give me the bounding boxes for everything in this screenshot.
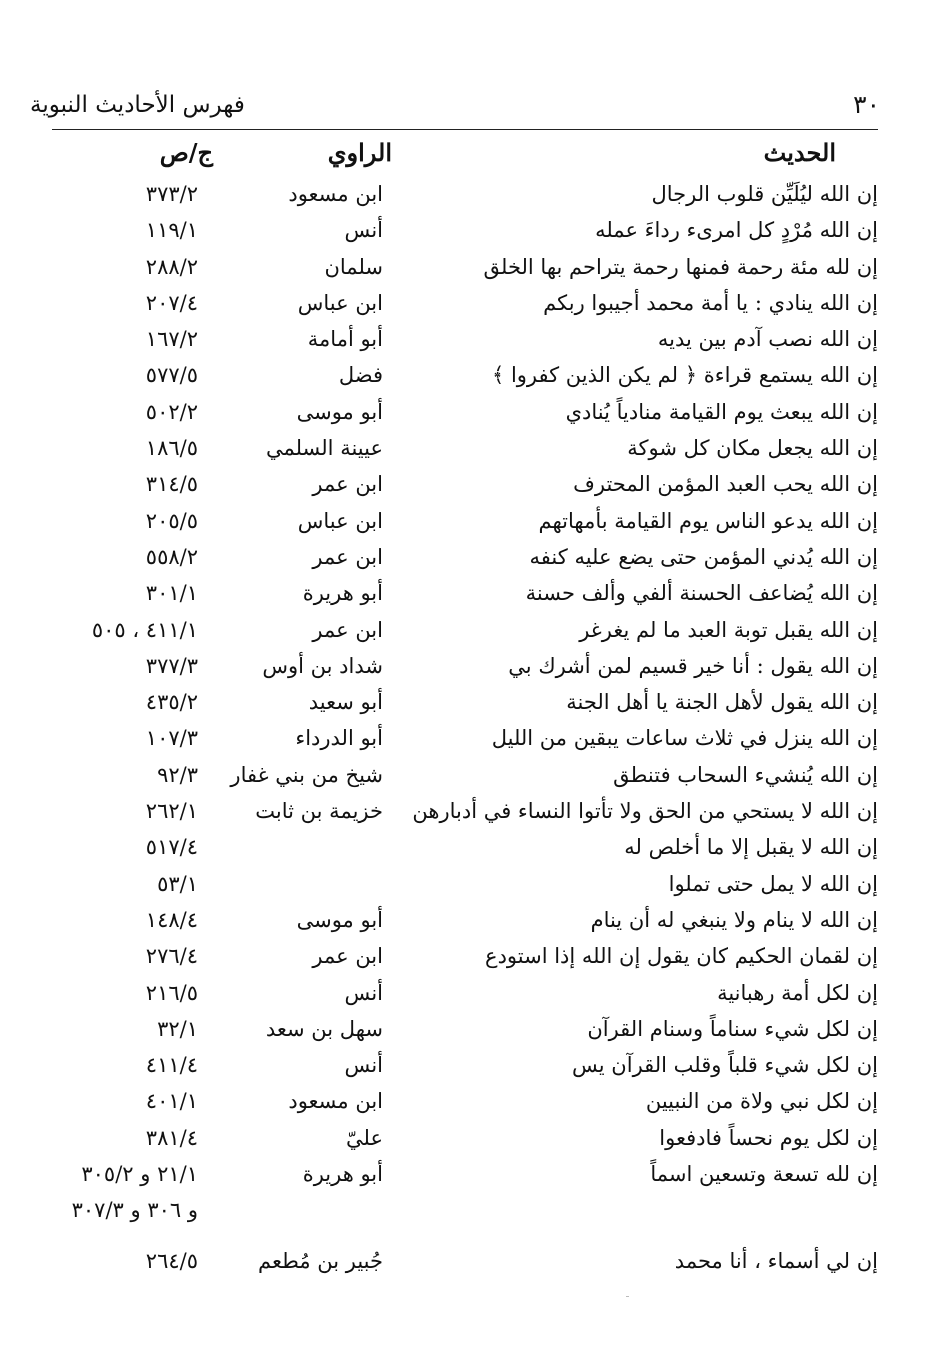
volume-page-ref: ٥٠٢/٢ [145, 399, 198, 424]
narrator: أنس [344, 1053, 383, 1078]
hadith-text: إن الله يبعث يوم القيامة منادياً يُنادي [565, 399, 878, 424]
table-row [0, 720, 946, 756]
table-row [0, 539, 946, 575]
hadith-text: إن الله ليُلَيِّن قلوب الرجال [651, 182, 878, 206]
hadith-text: إن الله ينادي : يا أمة محمد أجيبوا ربكم [543, 290, 878, 315]
hadith-text: إن الله يدعو الناس يوم القيامة بأمهاتهم [538, 508, 878, 533]
narrator: خزيمة بن ثابت [255, 799, 383, 824]
table-row [0, 357, 946, 393]
table-row [0, 394, 946, 430]
narrator: شيخ من بني غفار [230, 762, 383, 787]
hadith-text: إن لي أسماء ، أنا محمد [674, 1248, 878, 1273]
hadith-text: إن الله ينزل في ثلاث ساعات يبقين من الليل [491, 726, 878, 751]
volume-page-ref: ٥١٧/٤ [145, 835, 198, 860]
hadith-text: إن الله يُضاعف الحسنة ألفي وألف حسنة [525, 581, 878, 606]
narrator: ابن عباس [297, 290, 383, 315]
table-row [0, 757, 946, 793]
volume-page-ref: ١٨٦/٥ [145, 436, 198, 461]
table-row [0, 249, 946, 285]
table-row [0, 1120, 946, 1156]
table-row [0, 1011, 946, 1047]
hadith-text: إن لقمان الحكيم كان يقول إن الله إذا استودع [485, 944, 878, 969]
hadith-text: إن الله لا يقبل إلا ما أخلص له [624, 835, 878, 860]
hadith-text: إن الله لا يستحي من الحق ولا تأتوا النساء في أدبارهن [412, 799, 878, 824]
narrator: فضل [338, 363, 383, 388]
narrator: أنس [344, 980, 383, 1005]
volume-page-ref: ٣١٤/٥ [145, 472, 198, 497]
narrator: أبو هريرة [302, 581, 383, 606]
narrator: أنس [344, 218, 383, 243]
hadith-text: إن الله نصب آدم بين يديه [657, 327, 878, 352]
narrator: شداد بن أوس [262, 653, 383, 678]
volume-page-ref: ٥٧٧/٥ [145, 363, 198, 388]
table-row [0, 684, 946, 720]
volume-page-ref: ٢١/١ و ٣٠٥/٢ [81, 1162, 198, 1187]
volume-page-ref: ٣٠١/١ [145, 581, 198, 606]
narrator: سلمان [324, 254, 383, 279]
volume-page-ref: ٣٢/١ [157, 1016, 198, 1041]
volume-page-ref: ٩٢/٣ [157, 762, 198, 787]
volume-page-ref: ٣٧٣/٢ [145, 182, 198, 206]
table-row [0, 1083, 946, 1119]
table-row [0, 321, 946, 357]
table-row [0, 938, 946, 974]
hadith-text: إن الله لا ينام ولا ينبغي له أن ينام [590, 907, 878, 932]
table-row [0, 902, 946, 938]
hadith-text: إن الله يقول : أنا خير قسيم لمن أشرك بي [508, 653, 878, 678]
narrator: ابن عمر [312, 472, 383, 497]
volume-page-ref: ٢١٦/٥ [145, 980, 198, 1005]
table-row [0, 1192, 946, 1228]
table-row [0, 1156, 946, 1192]
volume-page-ref: ٤١١/١ ، ٥٠٥ [91, 617, 198, 642]
narrator: عيينة السلمي [265, 436, 383, 461]
hadith-text: إن لله تسعة وتسعين اسماً [650, 1162, 878, 1187]
narrator: ابن مسعود [288, 182, 383, 206]
hadith-text: إن الله يقول لأهل الجنة يا أهل الجنة [566, 690, 878, 715]
narrator: أبو أمامة [307, 327, 383, 352]
volume-page-ref: ١٤٨/٤ [145, 907, 198, 932]
hadith-text: إن الله مُرْدٍ كل امرىء رداءَ عمله [595, 218, 878, 243]
hadith-text: إن الله لا يمل حتى تملوا [668, 871, 878, 896]
volume-page-ref: ٣٧٧/٣ [145, 653, 198, 678]
table-row [0, 503, 946, 539]
table-row [0, 829, 946, 865]
hadith-text: إن لكل أمة رهبانية [717, 980, 878, 1005]
hadith-text: إن الله يستمع قراءة ﴿ لم يكن الذين كفروا ﴾ [491, 363, 878, 388]
table-row [0, 648, 946, 684]
hadith-text: إن لكل يوم نحساً فادفعوا [659, 1125, 878, 1150]
narrator: ابن مسعود [288, 1089, 383, 1114]
column-header-rawi: الراوي [327, 138, 392, 167]
narrator: عليّ [346, 1125, 383, 1150]
scan-speck [626, 1296, 629, 1297]
narrator: أبو الدرداء [295, 726, 383, 751]
table-row [0, 612, 946, 648]
volume-page-ref: ١٦٧/٢ [145, 327, 198, 352]
table-row [0, 466, 946, 502]
table-row [0, 430, 946, 466]
table-row [0, 793, 946, 829]
column-header-hadith: الحديث [763, 138, 836, 167]
narrator: أبو موسى [296, 399, 383, 424]
hadith-text: إن الله يُنشيء السحاب فتنطق [613, 762, 878, 787]
header-rule [52, 129, 878, 130]
table-row [0, 285, 946, 321]
narrator: ابن عباس [297, 508, 383, 533]
hadith-text: إن الله يحب العبد المؤمن المحترف [573, 472, 878, 497]
volume-page-ref: ٥٥٨/٢ [145, 544, 198, 569]
volume-page-ref: ٢٨٨/٢ [145, 254, 198, 279]
hadith-text: إن لكل شيء سناماً وسنام القرآن [587, 1016, 878, 1041]
hadith-text: إن الله يجعل مكان كل شوكة [627, 436, 878, 461]
running-title: فهرس الأحاديث النبوية [30, 92, 245, 118]
page-number: ٣٠ [853, 90, 880, 119]
volume-page-ref: ٤١١/٤ [145, 1053, 198, 1078]
table-row [0, 866, 946, 902]
narrator: أبو موسى [296, 907, 383, 932]
table-row [0, 575, 946, 611]
hadith-text: إن الله يُدني المؤمن حتى يضع عليه كنفه [529, 544, 878, 569]
volume-page-ref: ٢٠٥/٥ [145, 508, 198, 533]
volume-page-ref: ١٠٧/٣ [145, 726, 198, 751]
hadith-text: إن الله يقبل توبة العبد ما لم يغرغر [579, 617, 878, 642]
volume-page-ref: ٤٠١/١ [145, 1089, 198, 1114]
column-header-reference: ج/ص [159, 138, 213, 167]
narrator: ابن عمر [312, 544, 383, 569]
narrator: ابن عمر [312, 617, 383, 642]
volume-page-ref: و ٣٠٦ و ٣٠٧/٣ [71, 1198, 198, 1223]
hadith-text: إن لله مئة رحمة فمنها رحمة يتراحم بها الخلق [483, 254, 878, 279]
hadith-text: إن لكل شيء قلباً وقلب القرآن يس [572, 1053, 878, 1078]
volume-page-ref: ٢٦٢/١ [145, 799, 198, 824]
volume-page-ref: ٤٣٥/٢ [145, 690, 198, 715]
volume-page-ref: ٢٧٦/٤ [145, 944, 198, 969]
volume-page-ref: ٥٣/١ [157, 871, 198, 896]
narrator: جُبير بن مُطعم [257, 1248, 383, 1273]
volume-page-ref: ٣٨١/٤ [145, 1125, 198, 1150]
narrator: ابن عمر [312, 944, 383, 969]
hadith-index-table [0, 176, 946, 1279]
narrator: سهل بن سعد [265, 1016, 383, 1041]
volume-page-ref: ٢٦٤/٥ [145, 1248, 198, 1273]
table-row [0, 176, 946, 212]
volume-page-ref: ١١٩/١ [145, 218, 198, 243]
narrator: أبو هريرة [302, 1162, 383, 1187]
volume-page-ref: ٢٠٧/٤ [145, 290, 198, 315]
table-row [0, 1047, 946, 1083]
table-row [0, 212, 946, 248]
hadith-text: إن لكل نبي ولاة من النبيين [645, 1089, 878, 1114]
narrator: أبو سعيد [308, 690, 383, 715]
table-row [0, 1243, 946, 1279]
table-row [0, 975, 946, 1011]
